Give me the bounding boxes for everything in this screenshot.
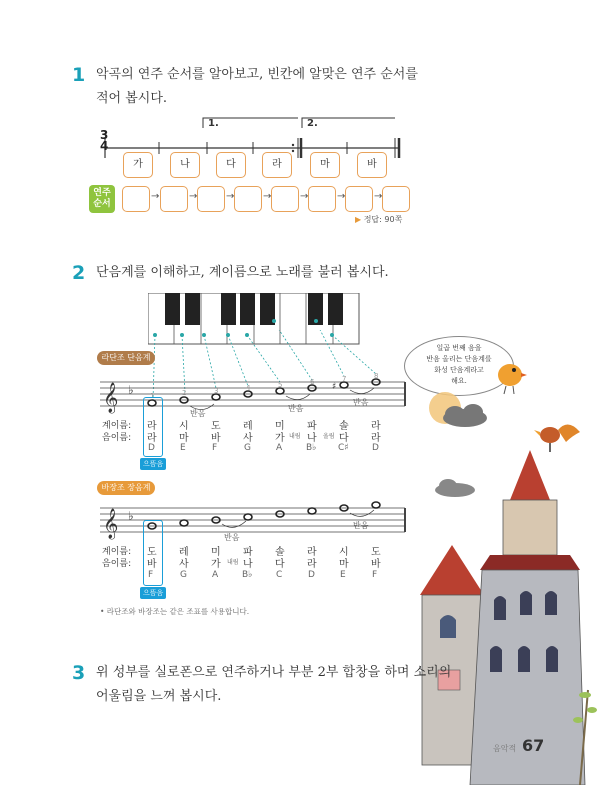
minor-alpha-1: D [148,443,155,453]
major-flat-prefix: 내림 [227,559,239,566]
major-alpha-1: F [148,570,154,580]
q3-line1: 위 성부를 실로폰으로 연주하거나 부분 2부 합창을 하며 소리의 [96,665,452,680]
minor-solfege-2: 시 [179,421,189,432]
minor-alpha-7: C♯ [338,443,349,453]
minor-pitch-5: 가 [275,433,285,444]
minor-solfege-6: 파 [307,421,317,432]
major-solfege-2: 레 [179,547,189,558]
minor-solfege-4: 레 [243,421,253,432]
order-box-1[interactable] [122,186,150,212]
answer-note: ▶ 정답: 90쪽 [355,215,403,224]
major-pitch-7: 마 [339,559,349,570]
minor-alpha-3: F [212,443,218,453]
flat-icon: ♭ [128,383,134,397]
treble-clef-icon: 𝄞 [103,509,119,539]
major-root-tag: 으뜸음 [140,587,166,599]
q1-line2: 적어 봅시다. [96,91,168,106]
q3-line2: 어울림을 느껴 봅시다. [96,689,222,704]
minor-half-step-3: 반음 [353,398,369,407]
minor-solfege-3: 도 [211,421,221,432]
minor-alpha-2: E [180,443,186,453]
minor-pitch-4: 사 [243,433,253,444]
minor-pitch-6: 나 [307,433,317,444]
step-4: 4 [246,384,251,392]
minor-solfege-7: 솔 [339,421,349,432]
q1-line1: 악곡의 연주 순서를 알아보고, 빈칸에 알맞은 연주 순서를 [96,67,418,82]
minor-alpha-8: D [372,443,379,453]
major-alpha-2: G [180,570,187,580]
time-signature: 3 4 [100,128,109,153]
order-box-5[interactable] [271,186,299,212]
minor-half-step-1: 반음 [190,409,206,418]
major-pitch-3: 가 [211,559,221,570]
speech-bubble: 일곱 번째 음을 반음 올리는 단음계를 화성 단음계라고 해요. [404,336,514,396]
first-ending-label: 1. [208,118,219,129]
order-arrow: → [337,191,346,202]
major-solfege-1: 도 [147,547,157,558]
order-arrow: → [189,191,198,202]
footer-section: 음악적 [493,744,517,753]
step-7: 7 [342,375,347,383]
cloud-icon [443,404,487,427]
order-arrow: → [151,191,160,202]
major-pitch-8: 바 [371,559,381,570]
second-ending-label: 2. [307,118,318,129]
major-alpha-7: E [340,570,346,580]
major-pitch-1: 바 [147,559,157,570]
major-alpha-5: C [276,570,283,580]
minor-solfege-8: 라 [371,421,381,432]
major-alpha-3: A [212,570,219,580]
castle-illustration [410,350,600,785]
triangle-icon: ▶ [355,215,362,224]
major-scale-title: 바장조 장음계 [97,481,155,495]
rooster-icon [534,424,580,452]
minor-half-step-2: 반음 [288,404,304,413]
bird-icon [498,364,527,394]
order-arrow: → [226,191,235,202]
q1-number: 1 [72,64,86,86]
major-alpha-8: F [372,570,378,580]
step-6: 6 [310,378,315,386]
cloud-icon [435,479,475,497]
major-solfege-6: 라 [307,547,317,558]
order-box-6[interactable] [308,186,336,212]
order-arrow: → [374,191,383,202]
major-solfege-5: 솔 [275,547,285,558]
step-3: 3 [214,387,219,395]
minor-pitch-8: 라 [371,433,381,444]
order-box-3[interactable] [197,186,225,212]
minor-pitch-1: 라 [147,433,157,444]
minor-solfege-label: 계이름: [102,421,132,431]
minor-solfege-1: 라 [147,421,157,432]
flat-icon: ♭ [128,509,134,523]
major-pitch-6: 라 [307,559,317,570]
minor-pitch-3: 바 [211,433,221,444]
major-half-step-1: 반음 [224,533,240,542]
major-solfege-3: 미 [211,547,221,558]
minor-root-tag: 으뜸음 [140,458,166,470]
order-box-8[interactable] [382,186,410,212]
step-1: 1 [150,392,155,400]
key-signature-note: • 라단조와 바장조는 같은 조표를 사용합니다. [100,607,250,616]
step-5: 5 [278,381,283,389]
major-pitch-2: 사 [179,559,189,570]
minor-pitch-7: 다 [339,433,349,444]
order-box-2[interactable] [160,186,188,212]
q3-number: 3 [72,662,86,684]
section-label-ba: 바 [357,152,387,178]
step-8: 8 [374,372,379,380]
treble-clef-icon: 𝄞 [103,383,119,413]
major-solfege-4: 파 [243,547,253,558]
section-label-ma: 마 [310,152,340,178]
major-alpha-6: D [308,570,315,580]
section-label-na: 나 [170,152,200,178]
section-label-ra: 라 [262,152,292,178]
minor-pitch-2: 마 [179,433,189,444]
major-half-step-2: 반음 [353,521,369,530]
order-box-4[interactable] [234,186,262,212]
minor-flat-prefix: 내림 [289,433,301,440]
minor-pitch-label: 음이름: [102,433,132,443]
page-number: 67 [522,736,545,755]
order-box-7[interactable] [345,186,373,212]
major-pitch-5: 다 [275,559,285,570]
minor-solfege-5: 미 [275,421,285,432]
major-solfege-7: 시 [339,547,349,558]
minor-scale-title: 라단조 단음계 [97,351,155,365]
minor-alpha-6: B♭ [306,443,317,453]
minor-alpha-4: G [244,443,251,453]
major-pitch-4: 나 [243,559,253,570]
minor-sharp-prefix: 올림 [323,433,335,440]
major-pitch-label: 음이름: [102,559,132,569]
sharp-icon: ♯ [332,382,337,392]
minor-alpha-5: A [276,443,283,453]
q2-text: 단음계를 이해하고, 계이름으로 노래를 불러 봅시다. [96,265,389,280]
section-label-da: 다 [216,152,246,178]
major-alpha-4: B♭ [242,570,253,580]
order-arrow: → [300,191,309,202]
section-label-ga: 가 [123,152,153,178]
order-label: 연주 순서 [89,185,115,213]
order-arrow: → [263,191,272,202]
major-solfege-8: 도 [371,547,381,558]
step-2: 2 [182,389,187,397]
major-solfege-label: 계이름: [102,547,132,557]
q2-number: 2 [72,262,86,284]
